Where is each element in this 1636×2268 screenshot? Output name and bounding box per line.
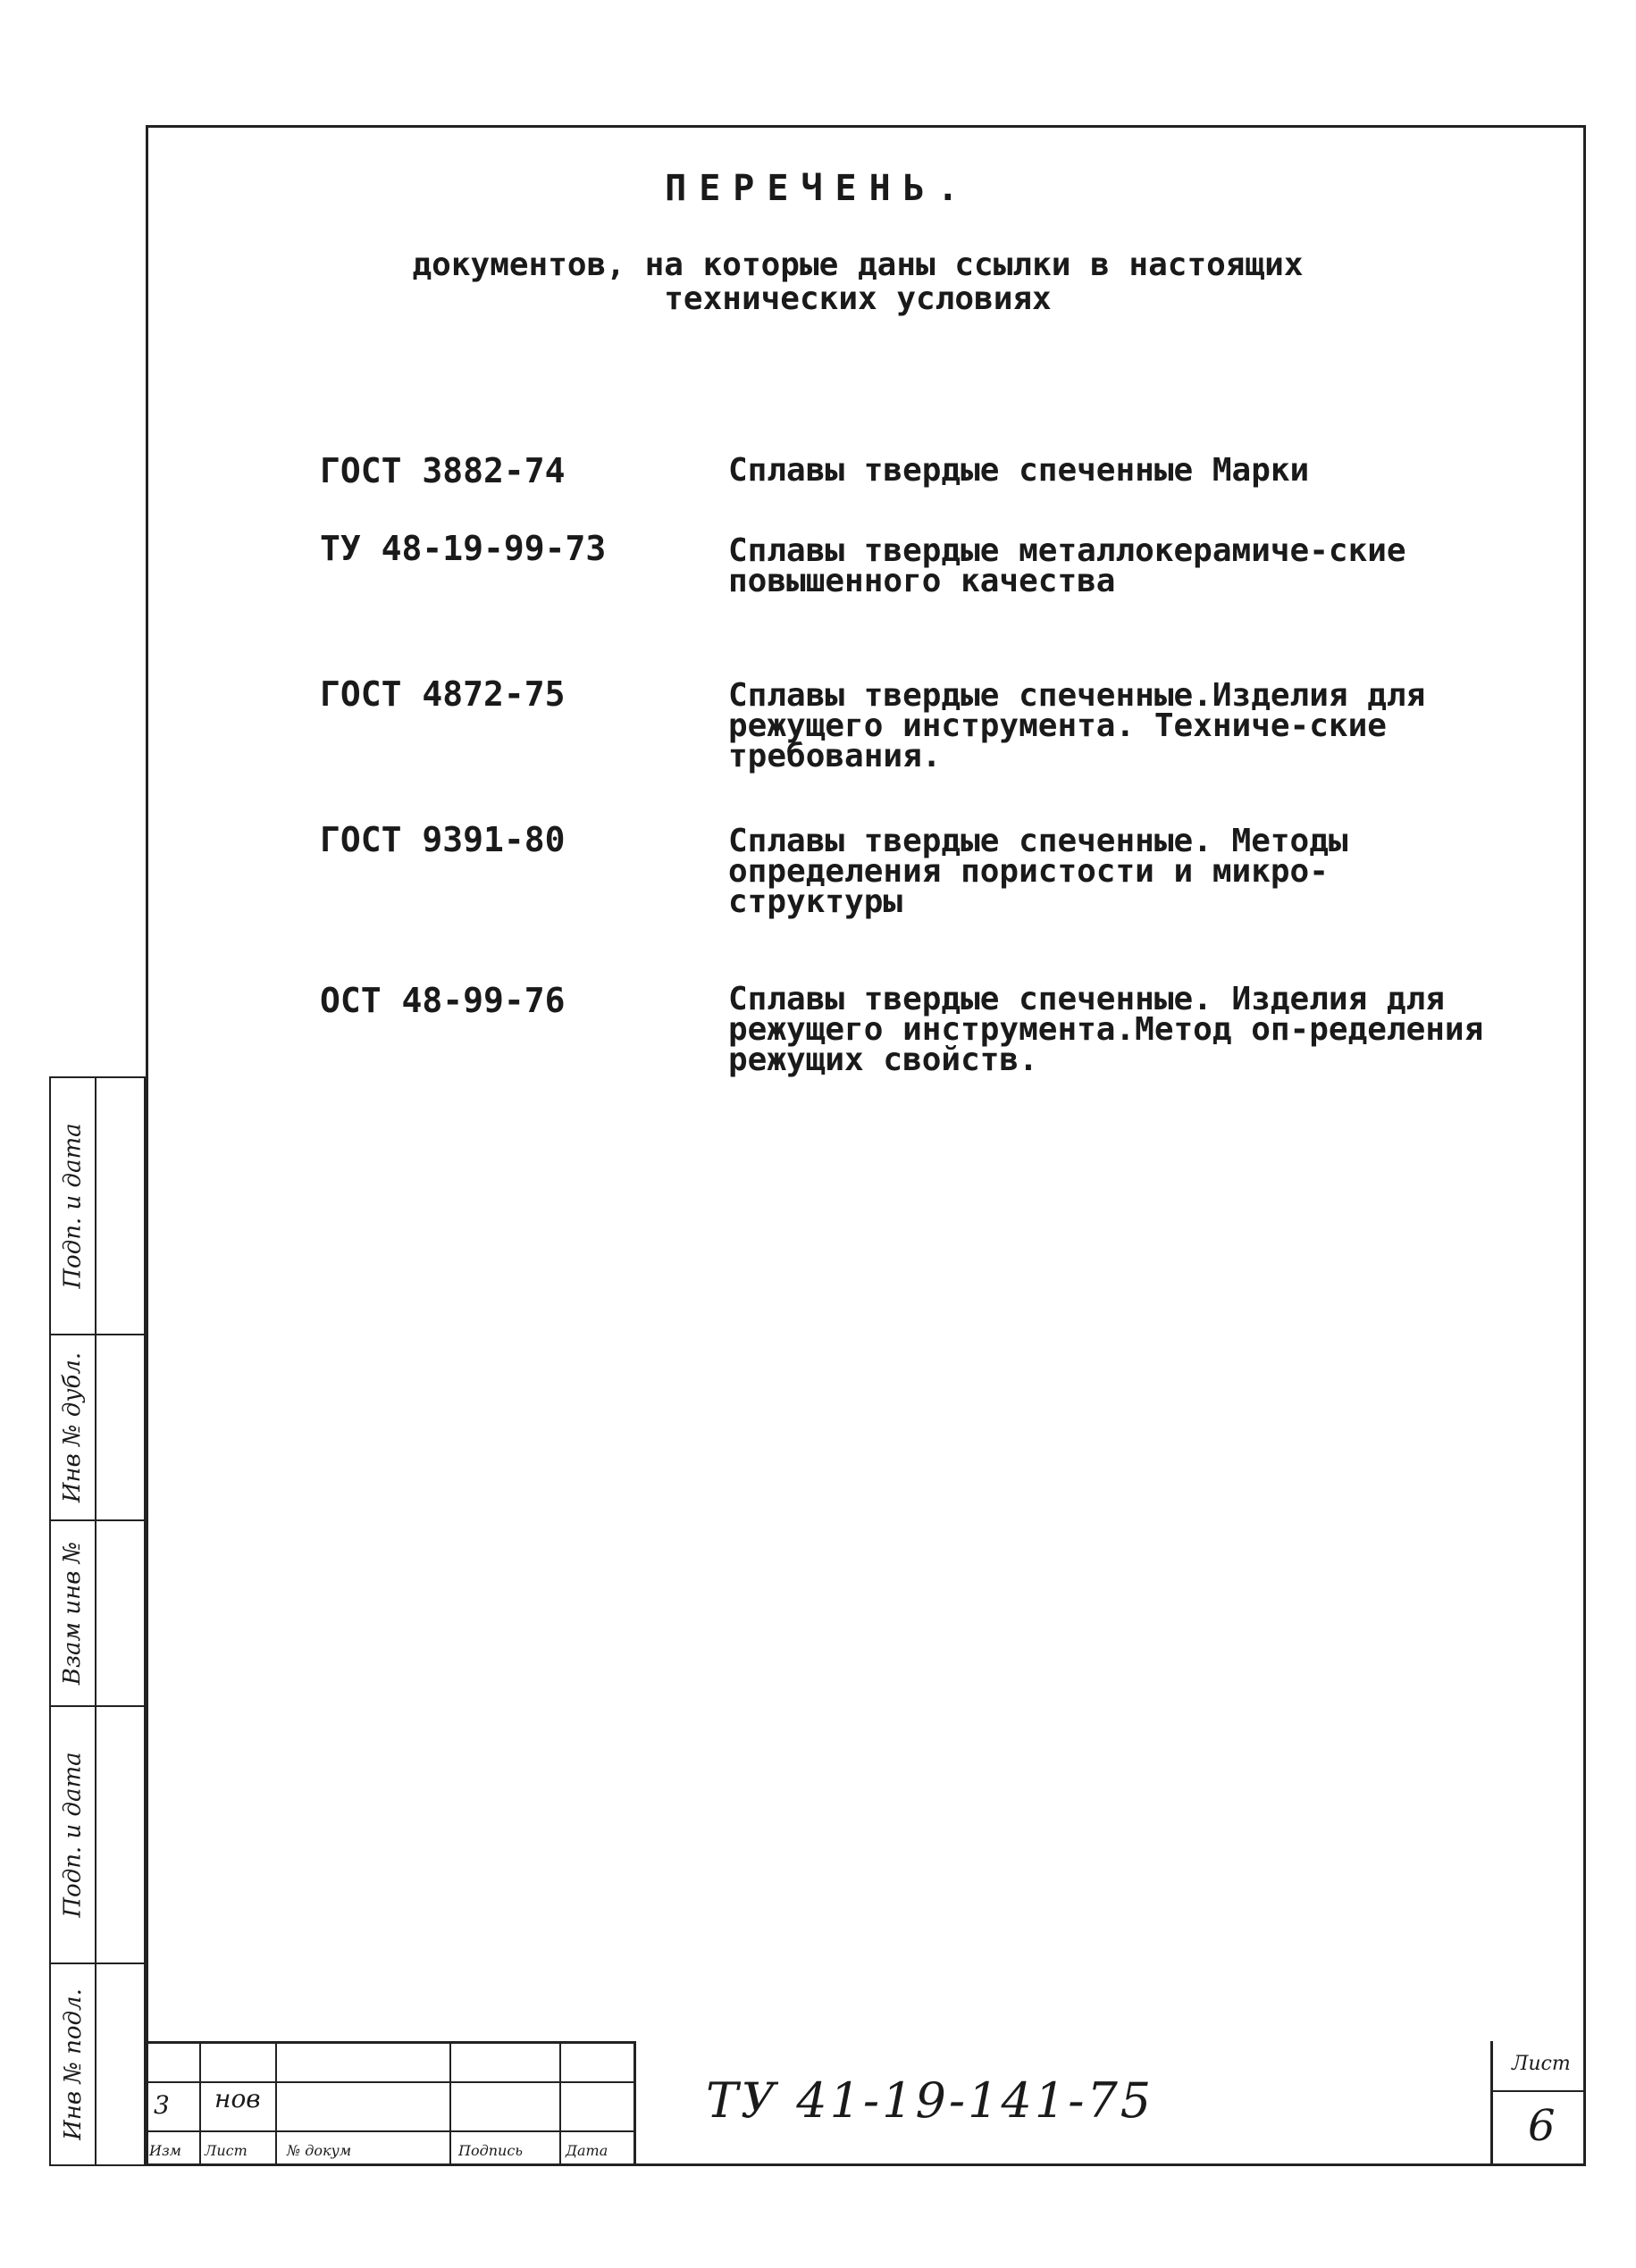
ref-desc-5: Сплавы твердые спеченные. Изделия для режущего инструмента.Метод оп-ределения режущих свойств. bbox=[728, 981, 1484, 1078]
subtitle-line-2: технических условиях bbox=[664, 280, 1052, 317]
side-label-5 bbox=[49, 1963, 96, 2166]
col-label-date: Дата bbox=[566, 2142, 608, 2159]
side-cell-4-value bbox=[95, 1705, 146, 1964]
rev-number: 3 bbox=[154, 2090, 170, 2120]
col-label-izm: Изм bbox=[149, 2142, 181, 2159]
side-label-1-text: Подп. и дата bbox=[59, 1123, 87, 1289]
ref-code-2: ТУ 48-19-99-73 bbox=[320, 529, 607, 568]
rev-note: нов bbox=[214, 2084, 261, 2113]
page-subtitle bbox=[357, 248, 1358, 316]
tb-sheet-divider bbox=[1490, 2041, 1493, 2166]
tb-col-line-3 bbox=[449, 2041, 451, 2166]
side-label-2 bbox=[49, 1334, 96, 1521]
ref-code-4: ГОСТ 9391-80 bbox=[320, 820, 566, 859]
sheet-label: Лист bbox=[1512, 2053, 1571, 2075]
document-code: ТУ 41-19-141-75 bbox=[706, 2072, 1154, 2129]
side-label-4 bbox=[49, 1705, 96, 1964]
tb-sheet-row-line bbox=[1490, 2090, 1586, 2092]
page-frame bbox=[146, 125, 1586, 2166]
page-title: ПЕРЕЧЕНЬ. bbox=[665, 168, 971, 209]
sheet-number: 6 bbox=[1528, 2101, 1556, 2151]
ref-code-3: ГОСТ 4872-75 bbox=[320, 674, 566, 714]
ref-desc-2: Сплавы твердые металлокерамиче-ские повышенного качества bbox=[728, 532, 1406, 599]
ref-desc-3: Сплавы твердые спеченные.Изделия для режущего инструмента. Техниче-ские требования. bbox=[728, 677, 1426, 774]
ref-code-5: ОСТ 48-99-76 bbox=[320, 981, 566, 1020]
tb-col-line-4 bbox=[559, 2041, 561, 2166]
side-label-2-text: Инв № дубл. bbox=[59, 1352, 87, 1503]
ref-code-1: ГОСТ 3882-74 bbox=[320, 451, 566, 490]
side-stamp bbox=[49, 1076, 146, 2166]
side-cell-3-value bbox=[95, 1519, 146, 1707]
side-label-3 bbox=[49, 1519, 96, 1707]
subtitle-line-1: документов, на которые даны ссылки в настоящих bbox=[412, 247, 1304, 283]
side-label-5-text: Инв № подл. bbox=[59, 1988, 87, 2140]
ref-desc-1: Сплавы твердые спеченные Марки bbox=[728, 452, 1310, 489]
side-label-3-text: Взам инв № bbox=[59, 1541, 87, 1686]
side-cell-1-value bbox=[95, 1076, 146, 1335]
side-label-1 bbox=[49, 1076, 96, 1335]
ref-desc-4: Сплавы твердые спеченные. Методы определения пористости и микро-структуры bbox=[728, 823, 1348, 920]
side-cell-5-value bbox=[95, 1963, 146, 2166]
side-cell-2-value bbox=[95, 1334, 146, 1521]
col-label-sign: Подпись bbox=[458, 2142, 524, 2159]
tb-col-line-1 bbox=[199, 2041, 201, 2166]
col-label-doc: № докум bbox=[287, 2142, 352, 2159]
tb-col-line-5 bbox=[633, 2041, 636, 2166]
side-label-4-text: Подп. и дата bbox=[59, 1752, 87, 1918]
tb-col-line-2 bbox=[275, 2041, 277, 2166]
col-label-list: Лист bbox=[205, 2142, 247, 2159]
